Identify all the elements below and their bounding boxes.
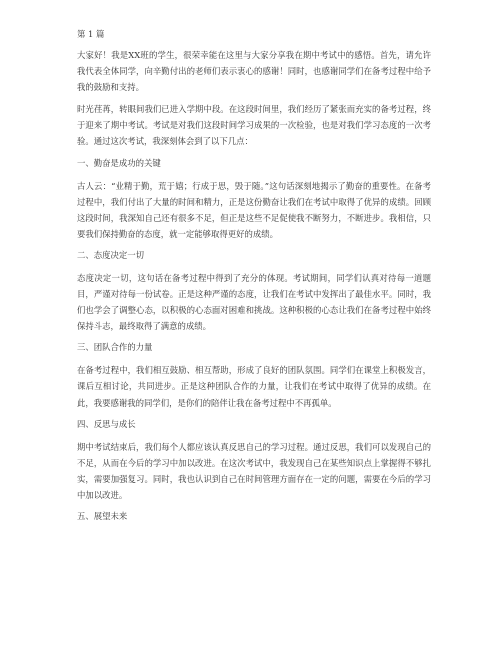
- document-page: [77, 28, 431, 531]
- section-heading-1: 一、勤奋是成功的关键: [77, 157, 161, 168]
- section-body-2: 态度决定一切，这句话在备考过程中得到了充分的体现。考试期间，同学们认真对待每一道题目，严谨对待每一份试卷。正是这种严谨的态度，让我们在考试中发挥出了最佳水平。同时，我们也学会了调整心态，以积极的心态面对困难和挑战。这种积极的心态让我们在备考过程中始终保持斗志，最终取得了满意的成绩。: [77, 272, 431, 332]
- section-heading-4: 四、反思与成长: [77, 418, 136, 429]
- section-heading-5: 五、展望未来: [77, 510, 128, 521]
- section-body-4: 期中考试结束后，我们每个人都应该认真反思自己的学习过程。通过反思，我们可以发现自己的不足，从而在今后的学习中加以改进。在这次考试中，我发现自己在某些知识点上掌握得不够扎实，需要加强复习。同时，我也认识到自己在时间管理方面存在一定的问题，需要在今后的学习中加以改进。: [77, 441, 431, 500]
- section-heading-2: 二、态度决定一切: [77, 249, 144, 260]
- intro-paragraph-2: 时光荏苒，转眼间我们已进入学期中段。在这段时间里，我们经历了紧张而充实的备考过程，终于迎来了期中考试。考试是对我们这段时间学习成果的一次检验，也是对我们学习态度的一次考验。通过这次考试，我深刻体会到了以下几点：: [77, 104, 431, 147]
- section-heading-3: 三、团队合作的力量: [77, 342, 153, 353]
- section-body-3: 在备考过程中，我们相互鼓励、相互帮助，形成了良好的团队氛围。同学们在课堂上积极发言，课后互相讨论，共同进步。正是这种团队合作的力量，让我们在考试中取得了优异的成绩。在此，我要感谢我的同学们，是你们的陪伴让我在备考过程中不再孤单。: [77, 365, 431, 408]
- intro-paragraph-1: 大家好！我是XX班的学生，很荣幸能在这里与大家分享我在期中考试中的感悟。首先，请允许我代表全体同学，向辛勤付出的老师们表示衷心的感谢！同时，也感谢同学们在备考过程中给予我的鼓励和支持。: [77, 50, 431, 93]
- section-body-1: 古人云：“业精于勤，荒于嬉；行成于思，毁于随。”这句话深刻地揭示了勤奋的重要性。在备考过程中，我们付出了大量的时间和精力，正是这份勤奋让我们在考试中取得了优异的成绩。回顾这段时间，我深知自己还有很多不足，但正是这些不足促使我不断努力，不断进步。我相信，只要我们保持勤奋的态度，就一定能够取得更好的成绩。: [77, 180, 431, 239]
- section-label: 第 1 篇: [77, 29, 105, 39]
